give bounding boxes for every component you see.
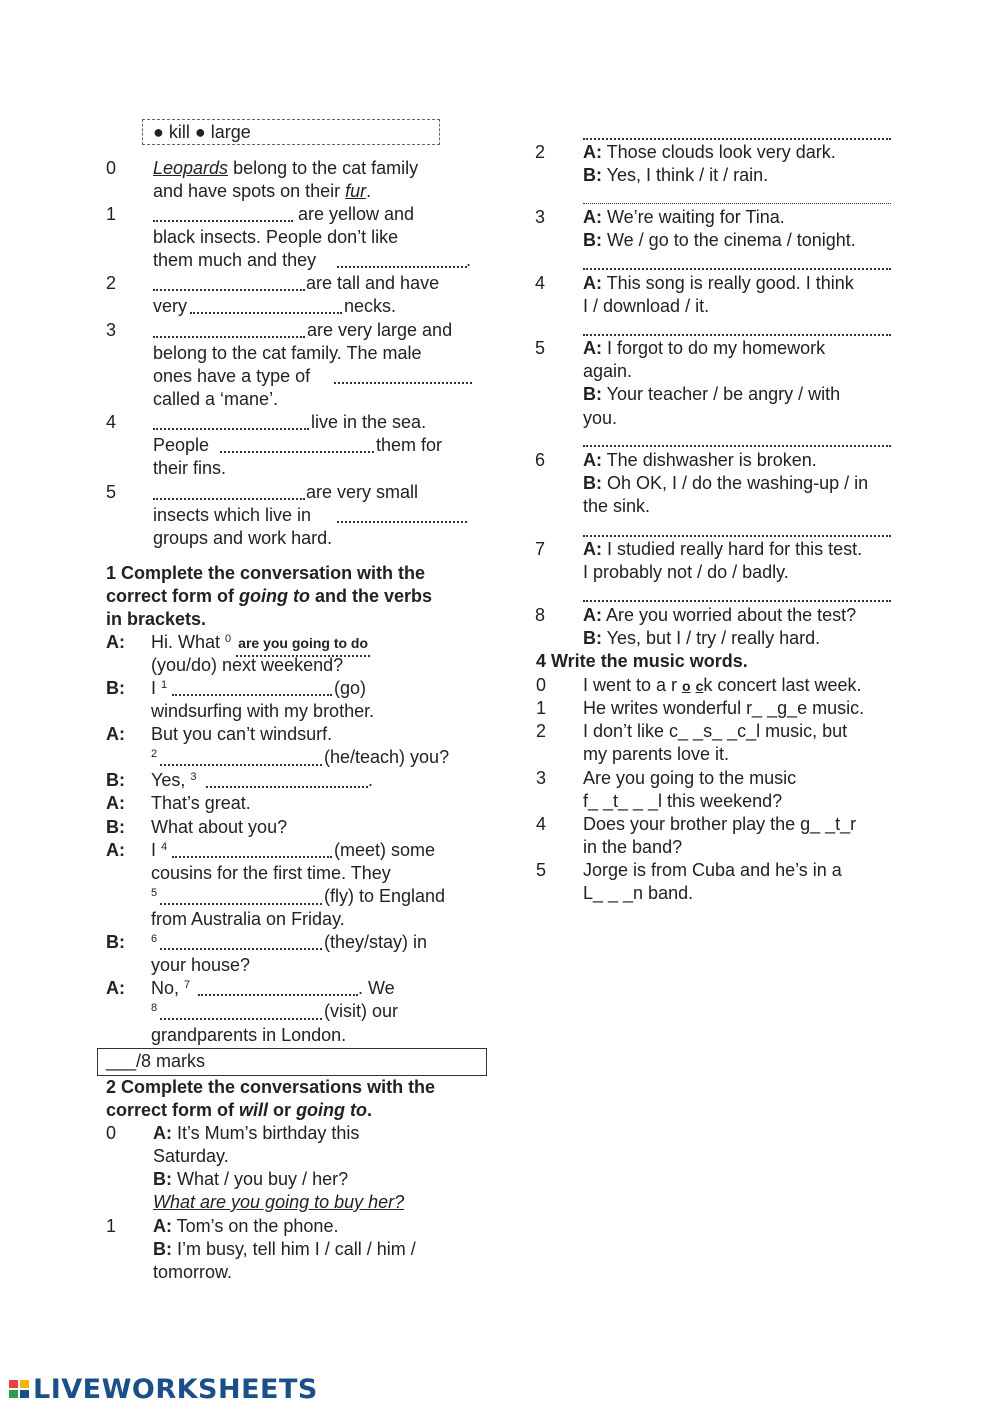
- exercise-title: 4 Write the music words.: [536, 651, 748, 671]
- marks-text: ___/8 marks: [106, 1051, 206, 1071]
- dialogue-line: (you/do) next weekend?: [151, 655, 344, 675]
- example-answer: What are you going to buy her?: [153, 1192, 405, 1212]
- exercise-title: 1 Complete the conversation with the: [106, 563, 426, 583]
- dialogue-line: A: Are you worried about the test?: [583, 605, 857, 625]
- answer-blank[interactable]: [220, 451, 374, 453]
- item-text: .: [366, 181, 372, 201]
- answer-blank[interactable]: [190, 312, 342, 314]
- item-number: 4: [535, 273, 546, 293]
- item-number: 2: [535, 142, 546, 162]
- item-line: f_ _t_ _ _l this weekend?: [583, 791, 783, 811]
- dialogue-line: tomorrow.: [153, 1262, 233, 1282]
- dialogue-line: A: I studied really hard for this test.: [583, 539, 863, 559]
- answer-blank[interactable]: [153, 220, 293, 222]
- item-line: [153, 180, 371, 203]
- item-text: .: [466, 250, 472, 270]
- speaker-label: A:: [106, 724, 125, 744]
- dialogue-line: Hi. What $^0$ are you going to do: [151, 631, 370, 657]
- item-number: 5: [106, 482, 117, 502]
- dialogue-line: Yes, $^3$: [151, 770, 197, 790]
- exercise-title: correct form of going to and the verbs: [106, 586, 433, 606]
- example-answer: c: [695, 678, 704, 694]
- answer-blank[interactable]: [198, 994, 358, 996]
- item-text: People: [153, 435, 210, 455]
- item-text: are very small: [306, 482, 419, 502]
- item-text: are very large and: [307, 320, 453, 340]
- item-text: called a ‘mane’.: [153, 389, 279, 409]
- item-text: are tall and have: [306, 273, 440, 293]
- speaker-label: B:: [106, 678, 125, 698]
- item-text: necks.: [344, 296, 397, 316]
- item-number: 1: [536, 698, 547, 718]
- answer-blank[interactable]: [583, 268, 891, 270]
- item-number: 0: [536, 675, 547, 695]
- dialogue-line: (he/teach) you?: [324, 747, 450, 767]
- item-line: Jorge is from Cuba and he’s in a: [583, 860, 842, 880]
- item-text: are yellow and: [298, 204, 415, 224]
- answer-blank[interactable]: [206, 786, 368, 788]
- item-number: 1: [106, 204, 117, 224]
- dialogue-line: A: We’re waiting for Tina.: [583, 207, 785, 227]
- exercise-title: in brackets.: [106, 609, 207, 629]
- dialogue-line: A: Those clouds look very dark.: [583, 142, 836, 162]
- item-line: [153, 157, 418, 180]
- item-text: ones have a type of: [153, 366, 311, 386]
- dialogue-line: 8: [151, 1002, 158, 1014]
- speaker-label: A:: [106, 978, 125, 998]
- dialogue-line: again.: [583, 361, 633, 381]
- item-text: belong to the cat family. The male: [153, 343, 422, 363]
- answer-blank[interactable]: [583, 334, 891, 336]
- item-line: in the band?: [583, 837, 683, 857]
- dialogue-line: the sink.: [583, 496, 651, 516]
- dialogue-line: (they/stay) in: [324, 932, 428, 952]
- item-number: 5: [535, 338, 546, 358]
- dialogue-line: B: Yes, I think / it / rain.: [583, 165, 769, 185]
- item-number: 0: [106, 1123, 117, 1143]
- answer-blank[interactable]: [334, 382, 472, 384]
- exercise-title: 2 Complete the conversations with the: [106, 1077, 436, 1097]
- speaker-label: A:: [106, 632, 125, 652]
- item-number: 6: [535, 450, 546, 470]
- speaker-label: B:: [106, 770, 125, 790]
- dialogue-line: 6: [151, 933, 158, 945]
- dialogue-line: windsurfing with my brother.: [151, 701, 375, 721]
- dialogue-line: B: What / you buy / her?: [153, 1169, 349, 1189]
- dialogue-line: A: This song is really good. I think: [583, 273, 854, 293]
- item-number: 4: [106, 412, 117, 432]
- dialogue-line: (fly) to England: [324, 886, 446, 906]
- dialogue-line: 2: [151, 748, 158, 760]
- dialogue-line: you.: [583, 408, 618, 428]
- answer-blank[interactable]: [160, 948, 322, 950]
- item-number: 2: [106, 273, 117, 293]
- answer-blank[interactable]: [153, 428, 309, 430]
- item-line: I went to a r o ck concert last week.: [583, 675, 862, 695]
- item-number: 7: [535, 539, 546, 559]
- answer-blank[interactable]: [160, 903, 322, 905]
- dialogue-line: grandparents in London.: [151, 1025, 347, 1045]
- dialogue-line: I / download / it.: [583, 296, 710, 316]
- item-number: 3: [536, 768, 547, 788]
- item-text: belong to the cat family: [228, 158, 419, 178]
- dialogue-line: I $^4$: [151, 840, 168, 860]
- answer-blank[interactable]: [583, 445, 891, 447]
- example-answer: Leopards: [153, 158, 229, 178]
- item-text: black insects. People don’t like: [153, 227, 399, 247]
- item-number: 3: [535, 207, 546, 227]
- answer-blank[interactable]: [172, 694, 332, 696]
- item-text: their fins.: [153, 458, 227, 478]
- example-answer: fur: [345, 181, 367, 201]
- dialogue-line: B: Your teacher / be angry / with: [583, 384, 841, 404]
- dialogue-line: I $^1$: [151, 678, 168, 698]
- speaker-label: B:: [106, 817, 125, 837]
- answer-blank[interactable]: [172, 856, 332, 858]
- logo-icon: [8, 1378, 30, 1400]
- speaker-label: A:: [106, 793, 125, 813]
- item-text: them much and they: [153, 250, 317, 270]
- example-answer: are you going to do: [236, 632, 370, 657]
- answer-blank[interactable]: [583, 535, 891, 537]
- answer-blank[interactable]: [583, 600, 891, 602]
- item-text: insects which live in: [153, 505, 312, 525]
- exercise-title: correct form of will or going to.: [106, 1100, 373, 1120]
- answer-blank[interactable]: [337, 521, 467, 523]
- dialogue-line: B: We / go to the cinema / tonight.: [583, 230, 856, 250]
- item-number: 4: [536, 814, 547, 834]
- answer-blank[interactable]: [583, 203, 891, 204]
- dialogue-line: A: It’s Mum’s birthday this: [153, 1123, 360, 1143]
- dialogue-line: What about you?: [151, 817, 288, 837]
- answer-blank[interactable]: [153, 498, 305, 500]
- item-number: 8: [535, 605, 546, 625]
- dialogue-line: (go): [334, 678, 367, 698]
- dialogue-line: from Australia on Friday.: [151, 909, 345, 929]
- item-text: and have spots on their: [153, 181, 346, 201]
- item-line: Are you going to the music: [583, 768, 797, 788]
- item-line: my parents love it.: [583, 744, 730, 764]
- dialogue-line: That’s great.: [151, 793, 251, 813]
- dialogue-line: No, $^7$: [151, 978, 191, 998]
- answer-blank[interactable]: [153, 289, 305, 291]
- speaker-label: A:: [106, 840, 125, 860]
- dialogue-line: B: Oh OK, I / do the washing-up / in: [583, 473, 869, 493]
- item-text: very: [153, 296, 188, 316]
- dialogue-line: your house?: [151, 955, 251, 975]
- dialogue-line: A: Tom’s on the phone.: [153, 1216, 339, 1236]
- item-number: 2: [536, 721, 547, 741]
- item-line: I don’t like c_ _s_ _c_l music, but: [583, 721, 848, 741]
- dialogue-line: I probably not / do / badly.: [583, 562, 789, 582]
- answer-blank[interactable]: [153, 336, 305, 338]
- dialogue-line: 5: [151, 887, 158, 899]
- item-text: them for: [376, 435, 443, 455]
- dialogue-line: .: [368, 770, 374, 790]
- logo-text: LIVEWORKSHEETS: [33, 1374, 318, 1405]
- dialogue-line: cousins for the first time. They: [151, 863, 391, 883]
- dialogue-line: But you can’t windsurf.: [151, 724, 333, 744]
- item-line: Does your brother play the g_ _t_r: [583, 814, 857, 834]
- item-line: L_ _ _n band.: [583, 883, 694, 903]
- liveworksheets-logo[interactable]: [8, 1374, 318, 1405]
- answer-blank[interactable]: [337, 266, 467, 268]
- item-number: 0: [106, 158, 117, 178]
- item-text: live in the sea.: [311, 412, 427, 432]
- dialogue-line: B: Yes, but I / try / really hard.: [583, 628, 821, 648]
- dialogue-line: (meet) some: [334, 840, 436, 860]
- answer-blank[interactable]: [583, 138, 891, 140]
- item-line: He writes wonderful r_ _g_e music.: [583, 698, 865, 718]
- answer-blank[interactable]: [160, 764, 322, 766]
- item-number: 1: [106, 1216, 117, 1236]
- speaker-label: B:: [106, 932, 125, 952]
- answer-blank[interactable]: [160, 1018, 322, 1020]
- word-box-text: ● kill ● large: [153, 122, 251, 142]
- item-number: 5: [536, 860, 547, 880]
- dialogue-line: B: I’m busy, tell him I / call / him /: [153, 1239, 416, 1259]
- dialogue-line: . We: [358, 978, 395, 998]
- dialogue-line: Saturday.: [153, 1146, 229, 1166]
- item-number: 3: [106, 320, 117, 340]
- dialogue-line: A: I forgot to do my homework: [583, 338, 826, 358]
- item-text: groups and work hard.: [153, 528, 333, 548]
- example-answer: o: [682, 678, 691, 694]
- dialogue-line: A: The dishwasher is broken.: [583, 450, 817, 470]
- dialogue-line: (visit) our: [324, 1001, 399, 1021]
